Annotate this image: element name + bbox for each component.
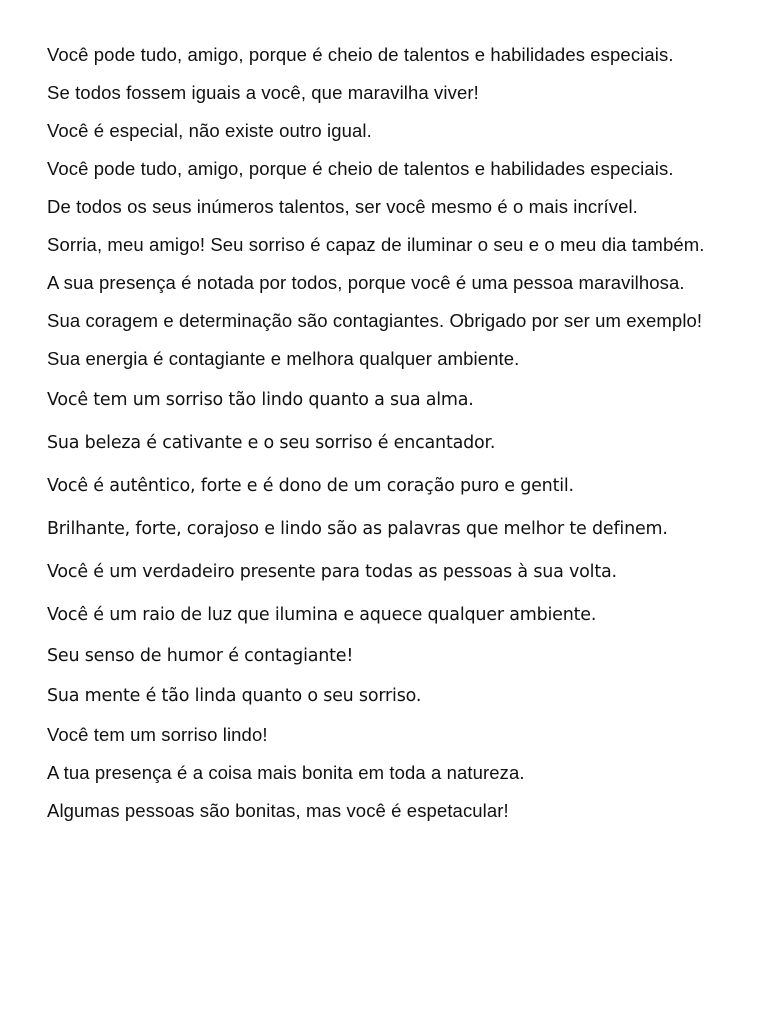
paragraph-19: A tua presença é a coisa mais bonita em toda a natureza. [47, 762, 525, 783]
paragraph-12: Você é autêntico, forte e é dono de um coração puro e gentil. [47, 476, 574, 496]
paragraph-9: Sua energia é contagiante e melhora qualquer ambiente. [47, 348, 520, 369]
paragraph-6: Sorria, meu amigo! Seu sorriso é capaz de iluminar o seu e o meu dia também. [47, 234, 705, 255]
document-page [47, 42, 737, 823]
paragraph-20: Algumas pessoas são bonitas, mas você é espetacular! [47, 800, 509, 821]
paragraph-14: Você é um verdadeiro presente para todas as pessoas à sua volta. [47, 562, 617, 582]
paragraph-18: Você tem um sorriso lindo! [47, 724, 268, 745]
paragraph-10: Você tem um sorriso tão lindo quanto a sua alma. [47, 390, 474, 410]
paragraph-17: Sua mente é tão linda quanto o seu sorriso. [47, 686, 422, 706]
paragraph-5: De todos os seus inúmeros talentos, ser você mesmo é o mais incrível. [47, 196, 638, 217]
paragraph-4: Você pode tudo, amigo, porque é cheio de talentos e habilidades especiais. [47, 158, 674, 179]
paragraph-16: Seu senso de humor é contagiante! [47, 646, 354, 666]
paragraph-1: Você pode tudo, amigo, porque é cheio de talentos e habilidades especiais. [47, 44, 674, 65]
paragraph-11: Sua beleza é cativante e o seu sorriso é encantador. [47, 433, 496, 453]
paragraph-15: Você é um raio de luz que ilumina e aquece qualquer ambiente. [47, 605, 597, 625]
paragraph-13: Brilhante, forte, corajoso e lindo são as palavras que melhor te definem. [47, 519, 668, 539]
paragraph-7: A sua presença é notada por todos, porque você é uma pessoa maravilhosa. [47, 272, 685, 293]
paragraph-8: Sua coragem e determinação são contagiantes. Obrigado por ser um exemplo! [47, 310, 703, 331]
paragraph-2: Se todos fossem iguais a você, que maravilha viver! [47, 82, 479, 103]
paragraph-3: Você é especial, não existe outro igual. [47, 120, 372, 141]
